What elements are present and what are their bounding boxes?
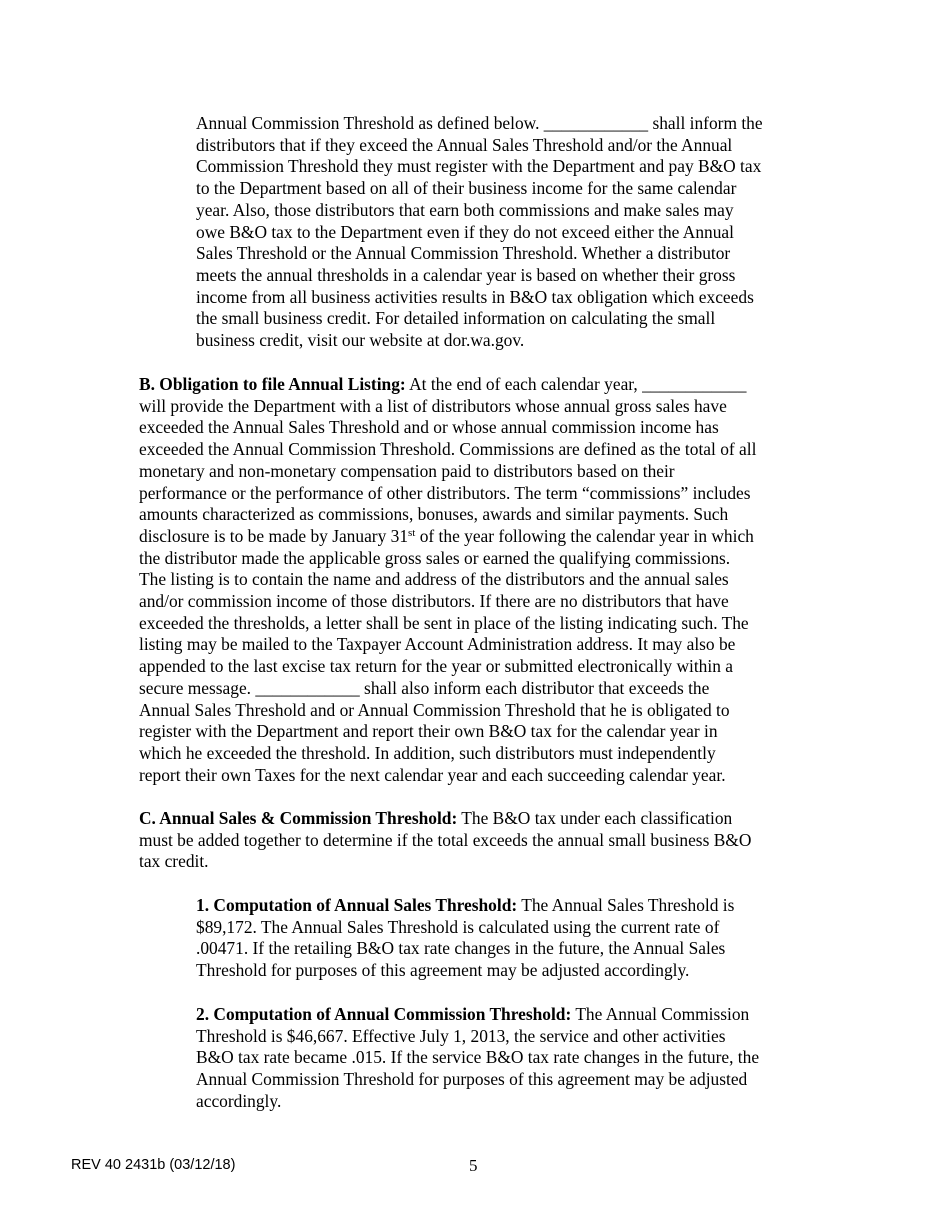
item-1-line: $89,172. The Annual Sales Threshold is calculated using the current rate of	[196, 916, 720, 937]
intro-line: Commission Threshold they must register with the Department and pay B&O tax	[196, 156, 762, 177]
section-b-paragraph	[139, 374, 756, 786]
item-2-first-line	[196, 1004, 759, 1026]
date-line-end: of the year following the calendar year in which	[415, 525, 754, 546]
item-2-line: Threshold is $46,667. Effective July 1, 2013, the service and other activities	[196, 1025, 726, 1046]
section-b-line: amounts characterized as commissions, bonuses, awards and similar payments. Such	[139, 504, 729, 525]
section-b-line: exceeded the Annual Sales Threshold and or whose annual commission income has	[139, 417, 719, 438]
item-1-first-line	[196, 895, 734, 917]
item-2-line: accordingly.	[196, 1090, 282, 1111]
intro-paragraph	[196, 113, 763, 352]
section-b-date-line	[139, 526, 756, 548]
intro-line: income from all business activities results in B&O tax obligation which exceeds	[196, 286, 754, 307]
section-b-line: Annual Sales Threshold and or Annual Commission Threshold that he is obligated to	[139, 699, 730, 720]
item-1-first-line-text: The Annual Sales Threshold is	[517, 895, 735, 915]
intro-line: distributors that if they exceed the Annual Sales Threshold and/or the Annual	[196, 134, 733, 155]
item-2-first-line-text: The Annual Commission	[571, 1004, 750, 1024]
intro-line: Sales Threshold or the Annual Commission Threshold. Whether a distributor	[196, 243, 731, 264]
section-c-first-line-text: The B&O tax under each classification	[457, 808, 733, 828]
section-b-line: the distributor made the applicable gross sales or earned the qualifying commissions.	[139, 547, 731, 568]
section-c-first-line	[139, 808, 751, 830]
page-number: 5	[469, 1156, 478, 1175]
section-c-paragraph	[139, 808, 751, 873]
section-b-line: The listing is to contain the name and address of the distributors and the annual sales	[139, 569, 729, 590]
item-1-line: Threshold for purposes of this agreement may be adjusted accordingly.	[196, 960, 690, 981]
section-b-line: report their own Taxes for the next calendar year and each succeeding calendar year.	[139, 764, 726, 785]
section-c-heading: C. Annual Sales & Commission Threshold:	[139, 808, 458, 828]
intro-line: meets the annual thresholds in a calendar year is based on whether their gross	[196, 264, 736, 285]
item-2-heading: 2. Computation of Annual Commission Threshold:	[196, 1004, 572, 1024]
section-b-first-line-text: At the end of each calendar year, ____________	[405, 374, 747, 394]
section-b-first-line	[139, 374, 756, 396]
date-line-start: disclosure is to be made by January 31	[139, 525, 409, 546]
section-b-line: monetary and non-monetary compensation paid to distributors based on their	[139, 460, 675, 481]
intro-line: year. Also, those distributors that earn both commissions and make sales may	[196, 199, 734, 220]
section-b-line: register with the Department and report their own B&O tax for the calendar year in	[139, 721, 718, 742]
section-b-line: performance or the performance of other distributors. The term “commissions” includes	[139, 482, 751, 503]
section-b-line: secure message. ____________ shall also inform each distributor that exceeds the	[139, 677, 710, 698]
intro-line: owe B&O tax to the Department even if they do not exceed either the Annual	[196, 221, 734, 242]
section-b-line: which he exceeded the threshold. In addition, such distributors must independently	[139, 742, 716, 763]
intro-line: the small business credit. For detailed information on calculating the small	[196, 308, 716, 329]
intro-line: to the Department based on all of their business income for the same calendar	[196, 178, 737, 199]
item-2-line: Annual Commission Threshold for purposes of this agreement may be adjusted	[196, 1069, 748, 1090]
section-b-line: exceeded the Annual Commission Threshold. Commissions are defined as the total of all	[139, 439, 757, 460]
item-1-paragraph	[196, 895, 734, 982]
section-b-heading: B. Obligation to file Annual Listing:	[139, 374, 406, 394]
ordinal-suffix: st	[408, 526, 416, 539]
section-b-line: will provide the Department with a list of distributors whose annual gross sales have	[139, 395, 727, 416]
item-1-line: .00471. If the retailing B&O tax rate changes in the future, the Annual Sales	[196, 938, 726, 959]
intro-line: Annual Commission Threshold as defined below. ____________ shall inform the	[196, 113, 763, 133]
item-2-paragraph	[196, 1004, 759, 1113]
item-2-line: B&O tax rate became .015. If the service B&O tax rate changes in the future, the	[196, 1047, 760, 1068]
section-c-line: must be added together to determine if the total exceeds the annual small business B&O	[139, 829, 752, 850]
item-1-heading: 1. Computation of Annual Sales Threshold:	[196, 895, 518, 915]
section-b-line: appended to the last excise tax return for the year or submitted electronically within a	[139, 656, 733, 677]
form-id-footer: REV 40 2431b (03/12/18)	[71, 1157, 236, 1173]
section-b-line: and/or commission income of those distributors. If there are no distributors that have	[139, 591, 729, 612]
section-b-line: listing may be mailed to the Taxpayer Account Administration address. It may also be	[139, 634, 736, 655]
section-b-line: exceeded the thresholds, a letter shall be sent in place of the listing indicating such. The	[139, 612, 749, 633]
section-c-line: tax credit.	[139, 851, 209, 872]
intro-line: business credit, visit our website at dor.wa.gov.	[196, 330, 525, 351]
